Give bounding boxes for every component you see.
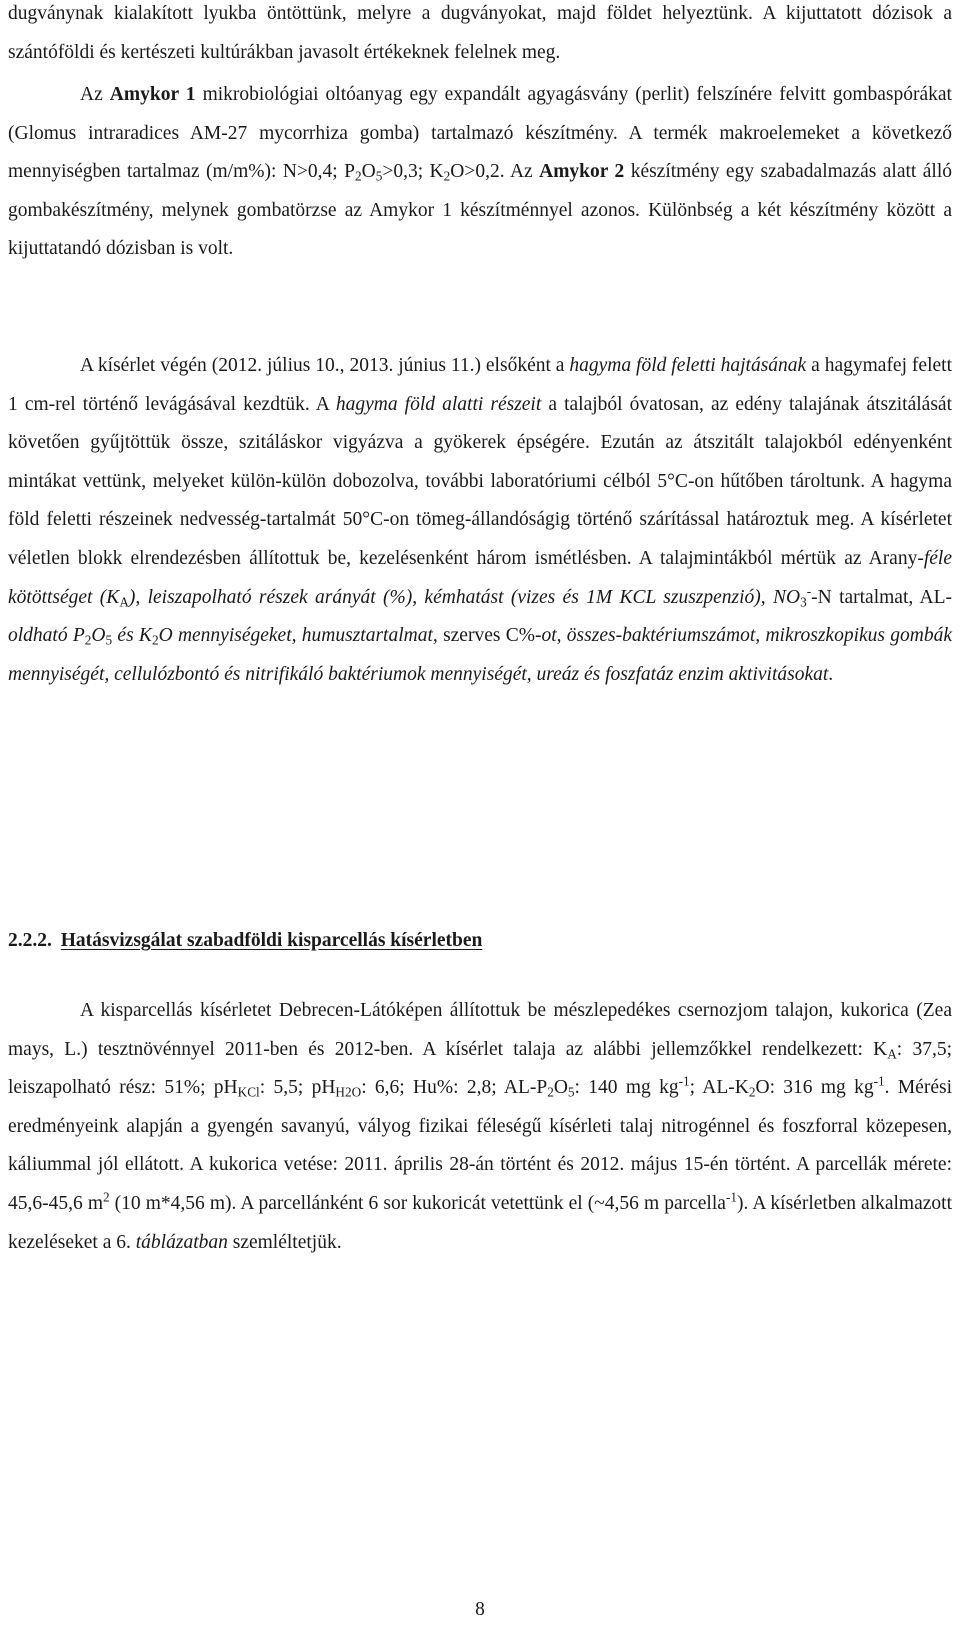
- text-span: a talajból óvatosan, az edény talajának átszitálását követően gyűjtöttük össze, szitáláskor vigyázva a gyökerek épségére. Ezután az átszitált talajokból edényenként mintákat vettünk, melyeket külön-külön dobozolva, további laboratóriumi célból 5°C-on hűtőben tároltunk. A hagyma föld feletti részeinek nedvesség-tartalmát 50°C-on tömeg-állandóságig történő szárítással határoztuk meg. A kísérletet véletlen blokk elrendezésben állítottuk be, kezelésenként három ismétlésben. A talajmintákból mértük az Arany-: [8, 393, 952, 569]
- text-span: mikrobiológiai oltóanyag egy expandált agyagásvány (perlit) felszínére felvitt gombaspórákat (Glomus intraradices AM-27 mycorrhiza gomba) tartalmazó készítmény. A termék makroelemeket a következő mennyiségben tartalmaz (m/m%): N>0,4; P: [8, 84, 952, 183]
- italic-term: hagyma föld feletti hajtásának: [569, 355, 807, 376]
- subscript: 2: [443, 168, 451, 184]
- italic-term: táblázatban: [135, 1231, 228, 1253]
- italic-term: ), leiszapolható részek arányát (%), kémhatást (vizes és 1M KCL szuszpenzió), NO: [128, 586, 801, 608]
- text-span: O: [361, 161, 376, 183]
- text-span: : 37,5; leiszapolható rész: 51%; pH: [8, 1038, 952, 1099]
- text-span: szemléltetjük.: [227, 1231, 342, 1253]
- subscript: 5: [375, 168, 383, 184]
- page-number: 8: [475, 1599, 485, 1620]
- subscript: 3: [800, 594, 807, 610]
- subscript: 5: [105, 632, 113, 648]
- subscript: 2: [84, 632, 92, 648]
- text-span: : 140 mg kg: [574, 1077, 679, 1099]
- text-span: .: [828, 663, 834, 685]
- text-span: ; AL-K: [689, 1077, 749, 1099]
- subscript: 5: [567, 1084, 575, 1100]
- subscript: A: [887, 1046, 897, 1062]
- subscript: 2: [151, 632, 159, 648]
- superscript: -1: [873, 1073, 885, 1089]
- text-span: >0,3; K: [382, 161, 444, 183]
- product-name-amykor-1: Amykor 1: [109, 84, 196, 105]
- paragraph-intro-continuation: [8, 0, 952, 72]
- italic-term: oldható P: [8, 625, 85, 647]
- text-span: : 6,6; Hu%: 2,8; AL-P: [361, 1077, 548, 1099]
- text-span: O: 316 mg kg: [755, 1077, 874, 1099]
- superscript: -1: [725, 1189, 737, 1205]
- text-span: O: [553, 1077, 568, 1099]
- superscript: -1: [678, 1073, 690, 1089]
- italic-term: ot, összes-baktériumszámot, mikroszkopikus gombák mennyiségét, cellulózbontó és nitrifikáló baktériumok mennyiségét, ureáz és foszfatáz enzim aktivitásokat: [8, 625, 953, 685]
- section-number: 2.2.2.: [8, 930, 52, 951]
- paragraph-amykor: [8, 76, 952, 269]
- italic-term: hagyma föld alatti részeit: [335, 393, 542, 415]
- text-span: a hagymafej felett 1 cm-rel történő levágásával kezdtük. A: [8, 355, 952, 415]
- superscript: -: [806, 583, 812, 599]
- italic-term: O mennyiségeket, humusztartalmat,: [158, 625, 438, 647]
- text-span: O>0,2. Az: [450, 161, 540, 183]
- italic-term: és K: [112, 625, 152, 647]
- section-title: Hatásvizsgálat szabadföldi kisparcellás kísérletben: [60, 930, 483, 951]
- subscript: H2O: [335, 1084, 362, 1100]
- text-span: A kísérlet végén (2012. július 10., 2013. június 11.) elsőként a: [80, 355, 570, 376]
- italic-term: O: [91, 625, 106, 647]
- text-span: . Mérési eredményeink alapján a gyengén savanyú, vályog fizikai féleségű kísérleti talaj nitrogénnel és foszforral közepesen, káliummal jól ellátott. A kukorica vetése: 2011. április 28-án történt és 2012. május 15-én történt. A parcellák mérete: 45,6-45,6 m: [8, 1077, 952, 1214]
- text-span: : 5,5; pH: [259, 1077, 336, 1099]
- subscript: A: [119, 594, 129, 610]
- subscript: 2: [748, 1084, 756, 1100]
- text-span: -N tartalmat, AL-: [811, 586, 952, 608]
- text-span: Az: [80, 84, 110, 105]
- text-span: A kisparcellás kísérletet Debrecen-Látóképen állítottuk be mészlepedékes csernozjom talajon, kukorica (Zea mays, L.) tesztnövénnyel 2011-ben és 2012-ben. A kísérlet talaja az alábbi jellemzőkkel rendelkezett: K: [8, 1000, 952, 1060]
- text-span: ). A kísérletben alkalmazott kezeléseket a 6.: [8, 1192, 952, 1253]
- subscript: KCl: [237, 1084, 260, 1100]
- subscript: 2: [355, 168, 362, 184]
- text-span: (10 m*4,56 m). A parcellánként 6 sor kukoricát vetettünk el (~4,56 m parcella: [109, 1192, 726, 1214]
- italic-term: féle kötöttséget (K: [8, 547, 952, 608]
- paragraph-field-trial: [8, 992, 952, 1262]
- section-heading: [8, 926, 482, 956]
- text-span: dugványnak kialakított lyukba öntöttünk, melyre a dugványokat, majd földet helyeztünk. A kijuttatott dózisok a szántóföldi és kertészeti kultúrákban javasolt értékeknek felelnek meg.: [8, 3, 952, 63]
- subscript: 2: [547, 1084, 554, 1100]
- product-name-amykor-2: Amykor 2: [539, 161, 625, 183]
- text-span: szerves C%-: [437, 625, 542, 647]
- text-span: készítmény egy szabadalmazás alatt álló gombakészítmény, melynek gombatörzse az Amykor 1 készítménnyel azonos. Különbség a két készítmény között a kijuttatandó dózisban is volt.: [8, 161, 952, 260]
- superscript: 2: [102, 1189, 110, 1205]
- paragraph-methods: [8, 347, 952, 694]
